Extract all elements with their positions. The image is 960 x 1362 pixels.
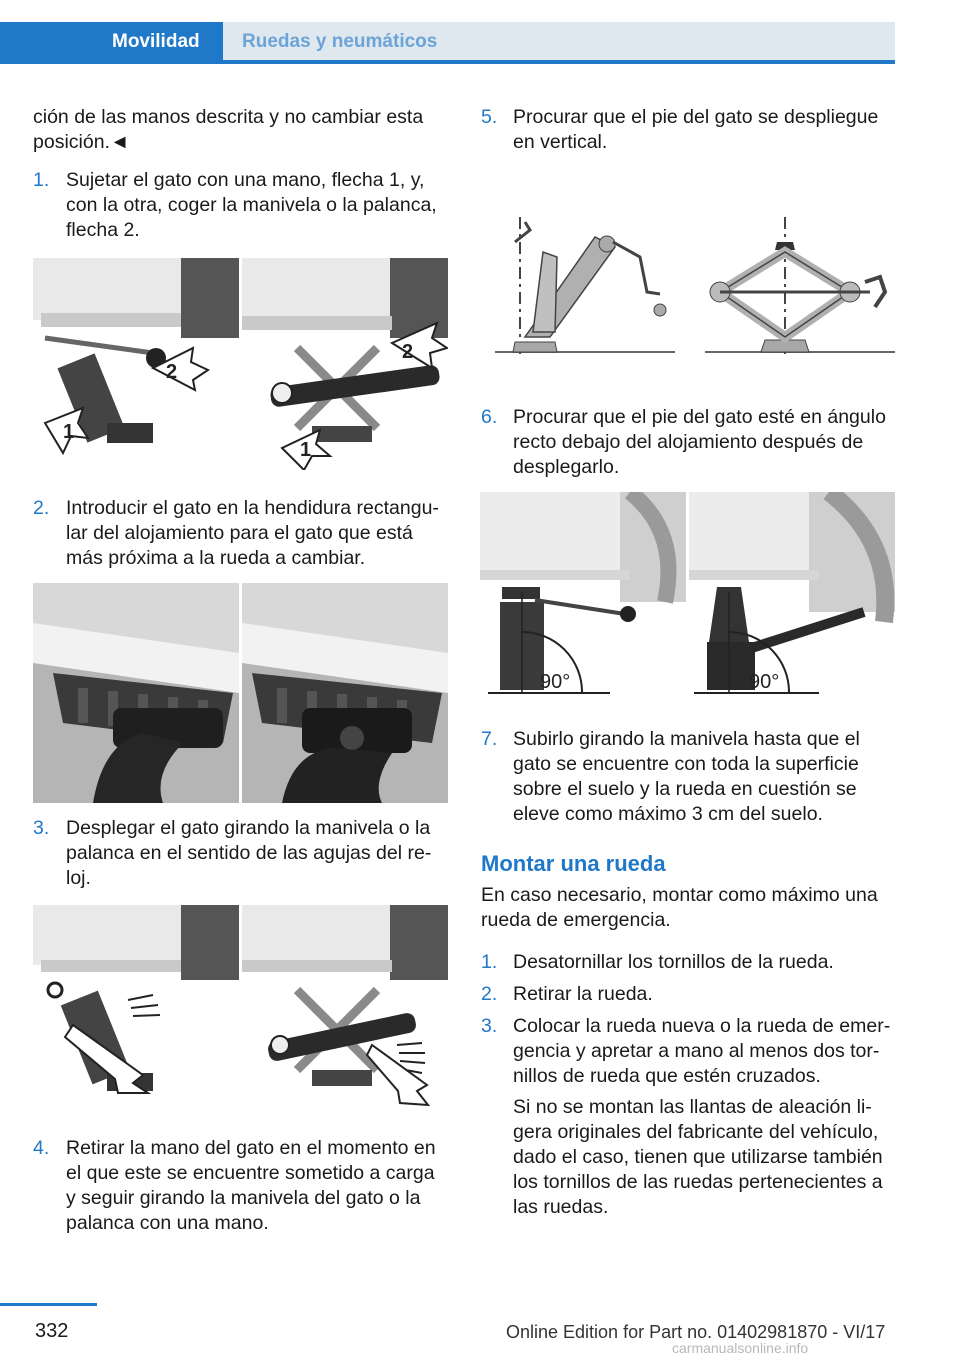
tab-label: Ruedas y neumáticos <box>242 31 438 52</box>
step-text: palanca con una mano. <box>66 1212 269 1234</box>
step-number: 3. <box>33 817 50 839</box>
step-number: 2. <box>481 983 498 1005</box>
step-text: Colocar la rueda nueva o la rueda de emer‐ <box>513 1015 891 1037</box>
section-title: Montar una rueda <box>481 851 666 876</box>
intro-line: ción de las manos descrita y no cambiar esta <box>33 106 424 128</box>
page-header <box>0 0 960 64</box>
step-number: 5. <box>481 106 498 128</box>
step-text: en vertical. <box>513 131 608 153</box>
section-intro: rueda de emergencia. <box>481 909 671 931</box>
step-number: 4. <box>33 1137 50 1159</box>
step-text: nillos de rueda que estén cruzados. <box>513 1065 821 1087</box>
step-number: 1. <box>481 951 498 973</box>
step-text: eleve como máximo 3 cm del suelo. <box>513 803 823 825</box>
note-text: gera originales del fabricante del vehículo, <box>513 1121 879 1143</box>
page-number: 332 <box>35 1320 69 1342</box>
step-text: Desatornillar los tornillos de la rueda. <box>513 951 834 973</box>
step-text: Procurar que el pie del gato se despliegue <box>513 106 879 128</box>
step-text: lar del alojamiento para el gato que está <box>66 522 413 544</box>
step-text: más próxima a la rueda a cambiar. <box>66 547 366 569</box>
step-text: desplegarlo. <box>513 456 620 478</box>
note-text: los tornillos de las ruedas pertenecientes a <box>513 1171 883 1193</box>
step-text: recto debajo del alojamiento después de <box>513 431 864 453</box>
arrow-label: 2 <box>166 361 178 383</box>
arrow-label: 1 <box>300 439 312 461</box>
edition-text: Online Edition for Part no. 01402981870 - VI/17 <box>506 1322 886 1342</box>
step-text: con la otra, coger la manivela o la palanca, <box>66 194 437 216</box>
jack-slot-photo <box>33 583 239 803</box>
step-number: 3. <box>481 1015 498 1037</box>
arrow-label: 1 <box>63 421 75 443</box>
step-text: Desplegar el gato girando la manivela o la <box>66 817 431 839</box>
jack-photo-hand <box>33 258 239 470</box>
step-text: Subirlo girando la manivela hasta que el <box>513 728 860 750</box>
step-text: y seguir girando la manivela del gato o la <box>66 1187 421 1209</box>
step-text: loj. <box>66 867 91 889</box>
header-rule <box>0 60 895 64</box>
jack-diagram <box>495 212 895 362</box>
step-text: Procurar que el pie del gato esté en ángulo <box>513 406 886 428</box>
jack-angle-photo-side <box>480 492 686 700</box>
tab-movilidad[interactable] <box>0 22 223 64</box>
jack-unfold-photo <box>33 905 239 1115</box>
step-text: gato se encuentre con toda la superficie <box>513 753 859 775</box>
angle-label: 90° <box>540 671 571 693</box>
step-number: 7. <box>481 728 498 750</box>
watermark: carmanualsonline.info <box>672 1340 809 1356</box>
step-text: el que este se encuentre sometido a carga <box>66 1162 435 1184</box>
note-text: Si no se montan las llantas de aleación li‐ <box>513 1096 872 1118</box>
step-text: flecha 2. <box>66 219 140 241</box>
step-number: 6. <box>481 406 498 428</box>
section-intro: En caso necesario, montar como máximo una <box>481 884 878 906</box>
footer-rule <box>0 1303 97 1306</box>
jack-angle-photo-front <box>689 492 895 700</box>
step-text: Sujetar el gato con una mano, flecha 1, y, <box>66 169 425 191</box>
step-text: palanca en el sentido de las agujas del re‐ <box>66 842 432 864</box>
tab-label: Movilidad <box>112 31 200 52</box>
step-number: 1. <box>33 169 50 191</box>
step-text: Retirar la mano del gato en el momento en <box>66 1137 436 1159</box>
step-text: sobre el suelo y la rueda en cuestión se <box>513 778 857 800</box>
jack-inserted-photo <box>242 583 448 803</box>
step-text: Retirar la rueda. <box>513 983 653 1005</box>
intro-line: posición.◄ <box>33 131 130 153</box>
jack-photo-crank <box>242 258 448 470</box>
step-text: Introducir el gato en la hendidura rectangu‐ <box>66 497 439 519</box>
note-text: las ruedas. <box>513 1196 609 1218</box>
angle-label: 90° <box>749 671 780 693</box>
jack-crank-turn-photo <box>242 905 448 1115</box>
step-text: gencia y apretar a mano al menos dos tor‐ <box>513 1040 880 1062</box>
arrow-label: 2 <box>402 341 414 363</box>
tab-ruedas[interactable] <box>223 22 895 64</box>
step-number: 2. <box>33 497 50 519</box>
note-text: dado el caso, tienen que utilizarse también <box>513 1146 883 1168</box>
